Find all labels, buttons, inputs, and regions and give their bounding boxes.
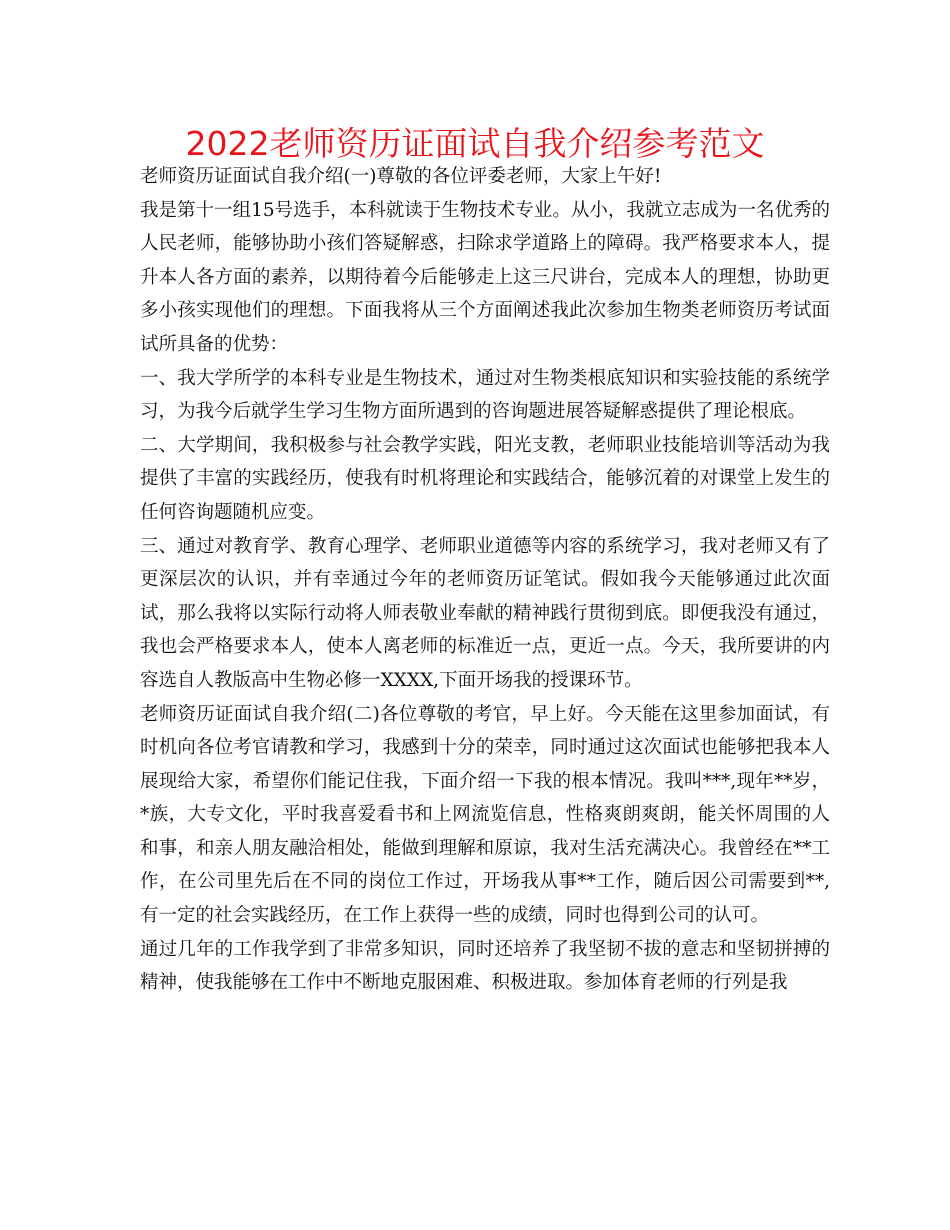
paragraph: 二、大学期间，我积极参与社会教学实践，阳光支教，老师职业技能培训等活动为我提供了丰富的实践经历，使我有时机将理论和实践结合，能够沉着的对课堂上发生的任何咨询题随机应变。 (140, 434, 830, 523)
paragraph: 一、我大学所学的本科专业是生物技术，通过对生物类根底知识和实验技能的系统学习，为我今后就学生学习生物方面所遇到的咨询题进展答疑解惑提供了理论根底。 (140, 367, 830, 423)
paragraph: 三、通过对教育学、教育心理学、老师职业道德等内容的系统学习，我对老师又有了更深层次的认识，并有幸通过今年的老师资历证笔试。假如我今天能够通过此次面试，那么我将以实际行动将人师表敬业奉献的精神践行贯彻到底。即便我没有通过，我也会严格要求本人，使本人离老师的标准近一点，更近一点。今天，我所要讲的内容选自人教版高中生物必修一XXXX,下面开场我的授课环节。 (140, 535, 830, 691)
document-title: 2022老师资历证面试自我介绍参考范文 (185, 124, 765, 163)
paragraph: 老师资历证面试自我介绍(二)各位尊敬的考官，早上好。今天能在这里参加面试，有时机向各位考官请教和学习，我感到十分的荣幸，同时通过这次面试也能够把我本人展现给大家，希望你们能记住我，下面介绍一下我的根本情况。我叫***,现年**岁，*族，大专文化，平时我喜爱看书和上网流览信息，性格爽朗爽朗，能关怀周围的人和事，和亲人朋友融洽相处，能做到理解和原谅，我对生活充满决心。我曾经在**工作，在公司里先后在不同的岗位工作过，开场我从事**工作，随后因公司需要到**,有一定的社会实践经历，在工作上获得一些的成绩，同时也得到公司的认可。 (140, 703, 830, 927)
paragraph: 我是第十一组15号选手，本科就读于生物技术专业。从小，我就立志成为一名优秀的人民老师，能够协助小孩们答疑解惑，扫除求学道路上的障碍。我严格要求本人，提升本人各方面的素养，以期待着今后能够走上这三尺讲台，完成本人的理想，协助更多小孩实现他们的理想。下面我将从三个方面阐述我此次参加生物类老师资历考试面试所具备的优势： (140, 199, 830, 355)
paragraph: 老师资历证面试自我介绍(一)尊敬的各位评委老师，大家上午好! (140, 166, 662, 187)
document-body (140, 160, 830, 1000)
paragraph: 通过几年的工作我学到了非常多知识，同时还培养了我坚韧不拔的意志和坚韧拼搏的精神，使我能够在工作中不断地克服困难、积极进取。参加体育老师的行列是我 (140, 938, 830, 994)
